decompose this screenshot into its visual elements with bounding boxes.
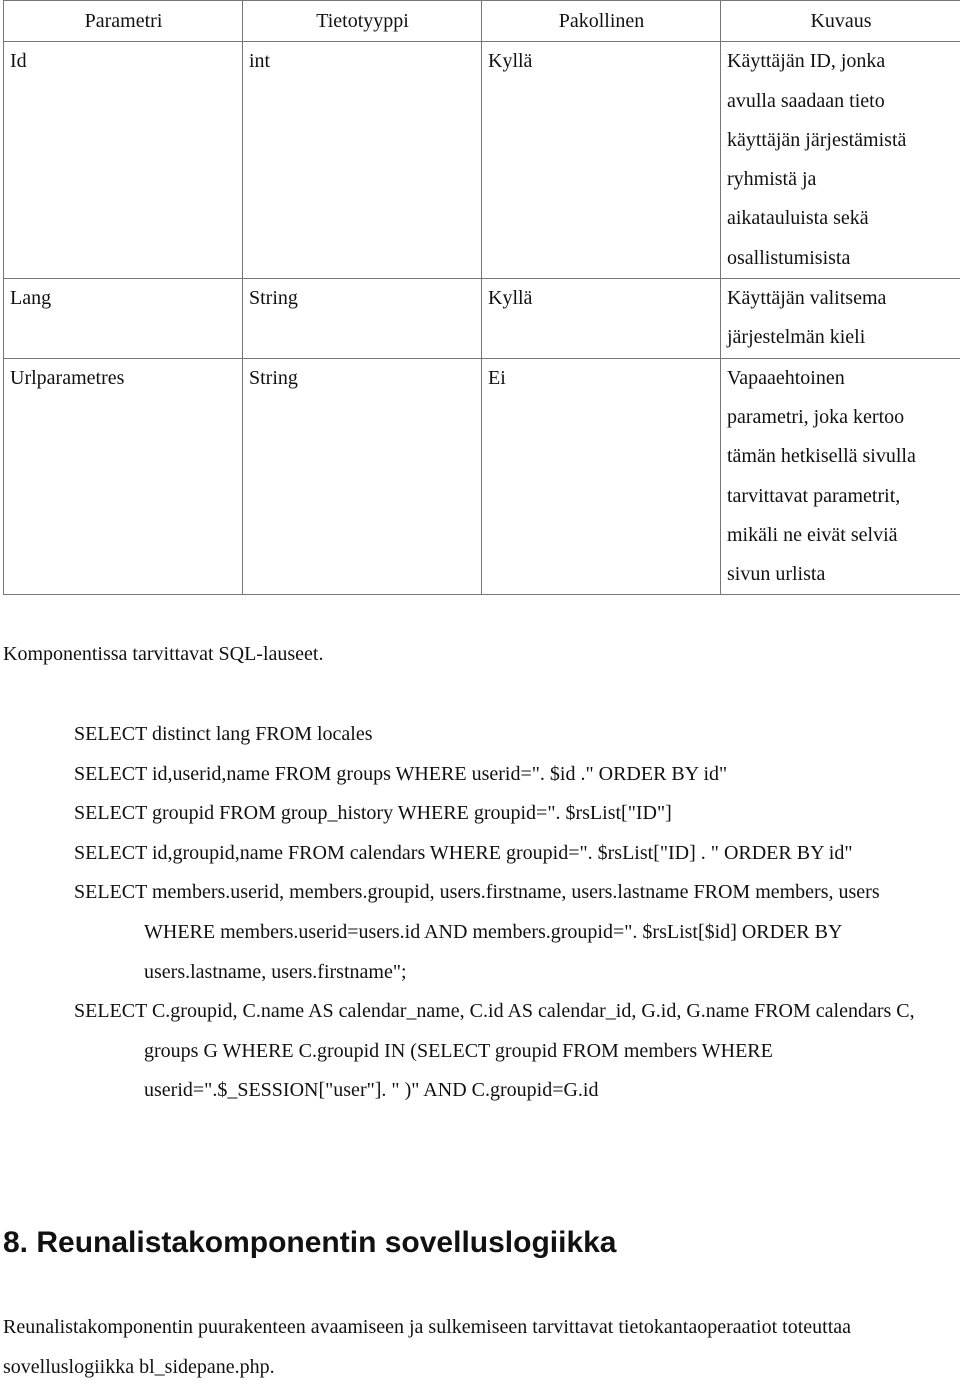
header-pakollinen: Pakollinen [482,1,721,42]
cell-required: Kyllä [482,42,721,279]
section-heading: 8. Reunalistakomponentin sovelluslogiikka [3,1218,617,1268]
description-line: käyttäjän järjestämistä [727,121,955,160]
cell-required: Ei [482,358,721,595]
sql-intro-text: Komponentissa tarvittavat SQL-lauseet. [3,638,323,670]
sql-statement-list [74,715,954,1111]
sql-statement: SELECT id,groupid,name FROM calendars WHERE groupid=". $rsList["ID] . " ORDER BY id" [74,834,954,874]
cell-description [721,42,960,279]
description-line: aikatauluista sekä [727,199,955,238]
description-line: avulla saadaan tieto [727,82,955,121]
description-line: Vapaaehtoinen [727,359,955,398]
description-line: ryhmistä ja [727,160,955,199]
description-line: mikäli ne eivät selviä [727,516,955,555]
description-line: tämän hetkisellä sivulla [727,437,955,476]
description-line: tarvittavat parametrit, [727,477,955,516]
cell-description [721,358,960,595]
header-kuvaus: Kuvaus [721,1,960,42]
description-line: parametri, joka kertoo [727,398,955,437]
table-body [4,42,960,595]
sql-statement: SELECT distinct lang FROM locales [74,715,954,755]
cell-required: Kyllä [482,279,721,359]
cell-param: Lang [4,279,243,359]
description-line: osallistumisista [727,239,955,278]
table-header [4,1,960,42]
cell-param: Urlparametres [4,358,243,595]
header-tietotyyppi: Tietotyyppi [243,1,482,42]
cell-param: Id [4,42,243,279]
cell-type: int [243,42,482,279]
sql-statement: SELECT id,userid,name FROM groups WHERE userid=". $id ." ORDER BY id" [74,755,954,795]
cell-type: String [243,279,482,359]
description-line: sivun urlista [727,555,955,594]
table-header-row [4,1,960,42]
section-paragraph: Reunalistakomponentin puurakenteen avaamiseen ja sulkemiseen tarvittavat tietokantaoperaatiot toteuttaa sovelluslogiikka bl_sidepane.php. [3,1307,958,1387]
cell-description [721,279,960,359]
cell-type: String [243,358,482,595]
description-line: Käyttäjän ID, jonka [727,42,955,81]
header-parametri: Parametri [4,1,243,42]
parameters-table [3,0,960,595]
table-row [4,42,960,279]
sql-statement: SELECT groupid FROM group_history WHERE groupid=". $rsList["ID"] [74,794,954,834]
table-row [4,358,960,595]
description-line: järjestelmän kieli [727,318,955,357]
sql-statement: SELECT C.groupid, C.name AS calendar_name, C.id AS calendar_id, G.id, G.name FROM calendars C, groups G WHERE C.groupid IN (SELECT groupid FROM members WHERE userid=".$_SESSION["user"]. " )" AND C.groupid=G.id [74,992,954,1111]
table-row [4,279,960,359]
description-line: Käyttäjän valitsema [727,279,955,318]
sql-statement: SELECT members.userid, members.groupid, users.firstname, users.lastname FROM members, users WHERE members.userid=users.id AND members.groupid=". $rsList[$id] ORDER BY users.lastname, users.firstname"; [74,873,954,992]
